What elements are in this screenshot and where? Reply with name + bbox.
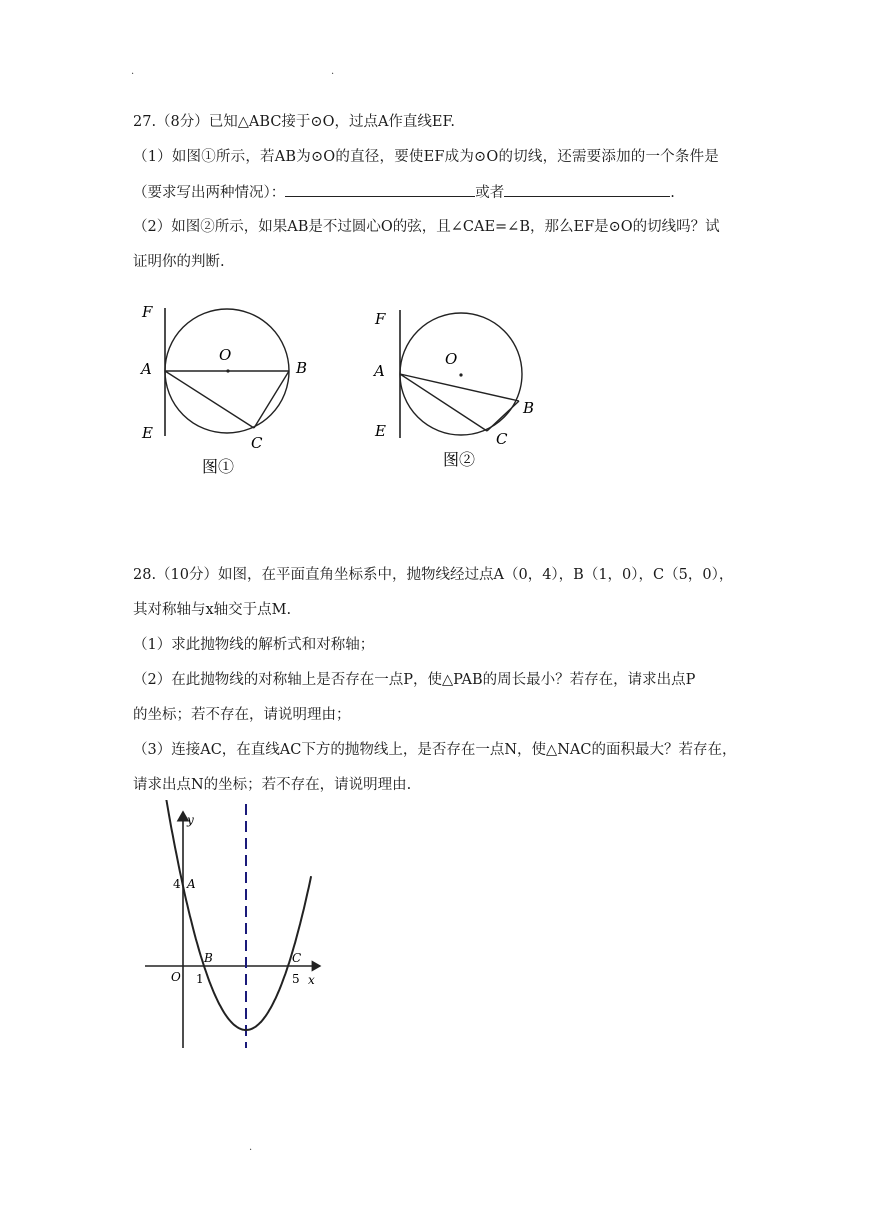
- graph-label-5: 5: [292, 972, 300, 986]
- graph-label-4: 4: [173, 877, 181, 891]
- answer-blank-2[interactable]: [504, 182, 670, 197]
- q27-part1-line2: [133, 182, 675, 203]
- parabola-curve: [164, 800, 311, 1030]
- q27-part1-line1: （1）如图①所示，若AB为⊙O的直径，要使EF成为⊙O的切线，还需要添加的一个条件是: [133, 149, 719, 165]
- q28-part1: （1）求此抛物线的解析式和对称轴；: [133, 637, 375, 653]
- q28-line2: 其对称轴与x轴交于点M.: [133, 602, 292, 618]
- fig2-line-ac: [400, 374, 487, 431]
- q27-end-period: .: [670, 185, 675, 201]
- footer-dot: .: [249, 1142, 253, 1153]
- answer-blank-1[interactable]: [285, 182, 475, 197]
- fig1-label-a: A: [141, 360, 152, 378]
- q27-title: 27.（8分）已知△ABC接于⊙O，过点A作直线EF.: [133, 114, 455, 130]
- graph-label-y: y: [187, 813, 194, 827]
- fig1-label-e: E: [142, 424, 153, 442]
- fig2-label-f: F: [375, 310, 386, 328]
- fig1-label-f: F: [142, 303, 153, 321]
- fig2-label-a: A: [374, 362, 385, 380]
- graph-label-c: C: [292, 951, 302, 965]
- q28-part2-line1: （2）在此抛物线的对称轴上是否存在一点P，使△PAB的周长最小？若存在，请求出点P: [133, 672, 696, 688]
- fig2-label-e: E: [375, 422, 386, 440]
- graph-label-o: O: [171, 970, 181, 984]
- figure-1: [130, 292, 330, 482]
- fig1-center-dot: [226, 369, 229, 372]
- fig2-line-ab: [400, 374, 519, 401]
- header-dot-right: .: [331, 66, 335, 77]
- q27-part2-line2: 证明你的判断.: [133, 254, 225, 270]
- fig2-center-dot: [459, 373, 462, 376]
- q28-title: 28.（10分）如图，在平面直角坐标系中，抛物线经过点A（0，4），B（1，0），C（5，0），: [133, 567, 734, 583]
- fig2-label-c: C: [496, 430, 508, 448]
- fig1-line-ac: [165, 371, 254, 428]
- graph-label-x: x: [308, 973, 315, 987]
- q27-part1-prefix: （要求写出两种情况）：: [133, 185, 286, 201]
- q27-part2-line1: （2）如图②所示，如果AB是不过圆心O的弦，且∠CAE=∠B，那么EF是⊙O的切线吗？试: [133, 219, 720, 235]
- fig1-label-b: B: [296, 359, 308, 377]
- graph-label-b: B: [204, 951, 213, 965]
- q28-part3-line1: （3）连接AC，在直线AC下方的抛物线上，是否存在一点N，使△NAC的面积最大？若存在，: [133, 742, 737, 758]
- fig2-label-o: O: [445, 350, 458, 368]
- fig1-label-o: O: [219, 346, 232, 364]
- fig1-line-bc: [254, 371, 289, 428]
- fig2-line-bc: [487, 401, 519, 431]
- parabola-graph: [140, 800, 340, 1055]
- fig2-label-b: B: [523, 399, 535, 417]
- fig1-label-c: C: [251, 434, 263, 452]
- fig1-caption: 图①: [202, 457, 235, 476]
- q27-or: 或者: [475, 185, 505, 201]
- header-dot-left: .: [131, 66, 135, 77]
- graph-label-1: 1: [196, 972, 204, 986]
- q28-part2-line2: 的坐标；若不存在，请说明理由；: [133, 707, 351, 723]
- figure-2: [365, 296, 565, 486]
- fig2-caption: 图②: [443, 450, 476, 469]
- q28-part3-line2: 请求出点N的坐标；若不存在，请说明理由.: [133, 777, 412, 793]
- graph-label-a: A: [187, 877, 196, 891]
